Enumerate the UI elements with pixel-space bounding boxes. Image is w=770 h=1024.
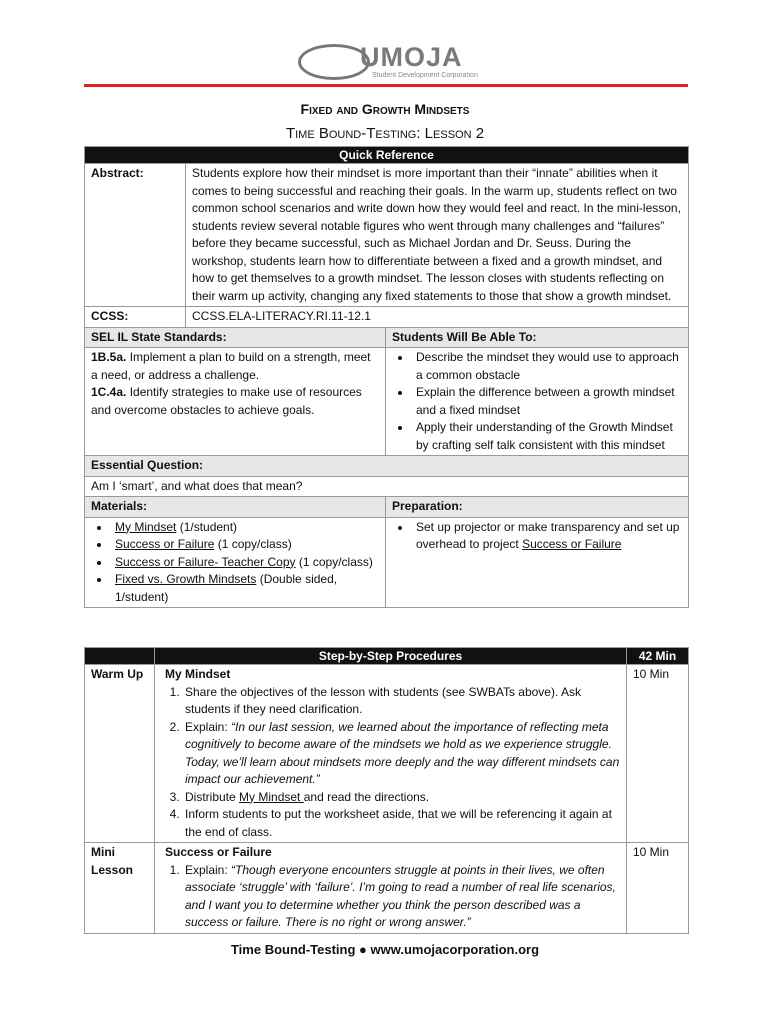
warmup-label: Warm Up bbox=[85, 665, 155, 843]
sel-code: 1C.4a. bbox=[91, 385, 127, 399]
umoja-logo bbox=[298, 42, 478, 84]
warmup-row bbox=[85, 665, 689, 843]
material-link[interactable]: Success or Failure- Teacher Copy bbox=[115, 554, 296, 569]
list-item: 2. Explain: “In our last session, we learned about the importance of reflecting meta cognitively to become aware of the mindsets we hold as we experience struggle. Today, we’ll learn about mindsets more deeply and the way different mindsets can impact our achievement.” bbox=[183, 719, 620, 789]
essential-question-header-row bbox=[85, 456, 689, 477]
sel-text: Implement a plan to build on a strength, meet a need, or address a challenge. bbox=[91, 350, 371, 382]
my-mindset-link[interactable]: My Mindset bbox=[239, 789, 304, 804]
list-item: • Describe the mindset they would use to approach a common obstacle bbox=[412, 349, 682, 384]
sel-swbat-row bbox=[85, 348, 689, 456]
eq-label: Essential Question: bbox=[85, 456, 689, 477]
swbat-list-cell bbox=[386, 348, 689, 456]
material-link[interactable]: My Mindset bbox=[115, 519, 177, 534]
mini-lesson-label: Mini Lesson bbox=[85, 843, 155, 934]
eq-text: Am I ‘smart’, and what does that mean? bbox=[85, 476, 689, 497]
sel-swbat-header-row bbox=[85, 327, 689, 348]
sel-text: Identify strategies to make use of resources and overcome obstacles to achieve goals. bbox=[91, 385, 362, 417]
list-item: 1. Explain: “Though everyone encounters struggle at points in their lives, we often associate ‘struggle’ with ‘failure’. I’m going to read a number of real life scenarios, and I want you to determine whether you think the person described was a success or failure. There is no right or wrong answer.” bbox=[183, 862, 620, 932]
warmup-title: My Mindset bbox=[165, 667, 231, 681]
procedures-title: Step-by-Step Procedures bbox=[155, 648, 627, 665]
quick-reference-table bbox=[84, 146, 689, 608]
swbat-label: Students Will Be Able To: bbox=[386, 327, 689, 348]
list-item: • My Mindset (1/student) bbox=[111, 519, 379, 537]
prep-label: Preparation: bbox=[386, 497, 689, 518]
materials-prep-header-row bbox=[85, 497, 689, 518]
page-footer: Time Bound-Testing ● www.umojacorporation.org bbox=[230, 942, 540, 957]
ccss-row bbox=[85, 307, 689, 328]
quick-reference-header: Quick Reference bbox=[85, 147, 689, 164]
mini-lesson-row bbox=[85, 843, 689, 934]
material-link[interactable]: Fixed vs. Growth Mindsets bbox=[115, 572, 257, 586]
prep-link[interactable]: Success or Failure bbox=[522, 537, 622, 551]
list-item: • Success or Failure- Teacher Copy (1 copy/class) bbox=[111, 554, 379, 572]
list-item: • Fixed vs. Growth Mindsets (Double sided, 1/student) bbox=[111, 571, 379, 606]
list-item: • Success or Failure (1 copy/class) bbox=[111, 536, 379, 554]
list-item: • Apply their understanding of the Growth Mindset by crafting self talk consistent with this mindset bbox=[412, 419, 682, 454]
lesson-title: Fixed and Growth Mindsets bbox=[300, 101, 470, 117]
warmup-time: 10 Min bbox=[627, 665, 689, 843]
abstract-row bbox=[85, 164, 689, 307]
essential-question-row bbox=[85, 476, 689, 497]
list-item: • Set up projector or make transparency and set up overhead to project Success or Failure bbox=[412, 519, 682, 554]
warmup-steps bbox=[161, 684, 620, 842]
sel-code: 1B.5a. bbox=[91, 350, 127, 364]
swbat-list bbox=[392, 349, 682, 454]
list-item: 3. Distribute My Mindset and read the directions. bbox=[183, 789, 620, 807]
ccss-value: CCSS.ELA-LITERACY.RI.11-12.1 bbox=[186, 307, 689, 328]
abstract-label: Abstract: bbox=[85, 164, 186, 307]
mini-lesson-time: 10 Min bbox=[627, 843, 689, 934]
logo-name: UMOJA bbox=[360, 42, 463, 72]
list-item: 4. Inform students to put the worksheet aside, that we will be referencing it again at the end of class. bbox=[183, 806, 620, 841]
mini-lesson-content bbox=[155, 843, 627, 934]
procedures-table bbox=[84, 647, 689, 934]
materials-prep-row bbox=[85, 517, 689, 608]
sel-label: SEL IL State Standards: bbox=[85, 327, 386, 348]
header-rule bbox=[84, 84, 688, 87]
logo-tagline: Student Development Corporation bbox=[372, 72, 478, 79]
abstract-text: Students explore how their mindset is more important than their “innate” abilities when it comes to being successful and reaching their goals. In the warm up, students reflect on two common school scenarios and write down how they would feel and react. In the mini-lesson, students review several notable figures who went through many challenges and “failures” before they became successful, such as Michael Jordan and Dr. Seuss. During the workshop, students learn how to differentiate between a fixed and a growth mindset, and how to get themselves to a growth mindset. The lesson closes with students reflecting on their warm up activity, changing any fixed statements to those that show a growth mindset. bbox=[186, 164, 689, 307]
materials-list bbox=[91, 519, 379, 607]
mini-lesson-steps bbox=[161, 862, 620, 932]
warmup-content bbox=[155, 665, 627, 843]
materials-label: Materials: bbox=[85, 497, 386, 518]
sel-standards bbox=[85, 348, 386, 456]
material-link[interactable]: Success or Failure bbox=[115, 537, 215, 551]
procedures-header bbox=[85, 648, 689, 665]
list-item: 1. Share the objectives of the lesson with students (see SWBATs above). Ask students if they need clarification. bbox=[183, 684, 620, 719]
procedures-total-time: 42 Min bbox=[627, 648, 689, 665]
prep-list bbox=[392, 519, 682, 554]
list-item: • Explain the difference between a growth mindset and a fixed mindset bbox=[412, 384, 682, 419]
prep-cell bbox=[386, 517, 689, 608]
ccss-label: CCSS: bbox=[85, 307, 186, 328]
materials-cell bbox=[85, 517, 386, 608]
lesson-subtitle: Time Bound-Testing: Lesson 2 bbox=[285, 125, 485, 142]
mini-lesson-title: Success or Failure bbox=[165, 845, 272, 859]
